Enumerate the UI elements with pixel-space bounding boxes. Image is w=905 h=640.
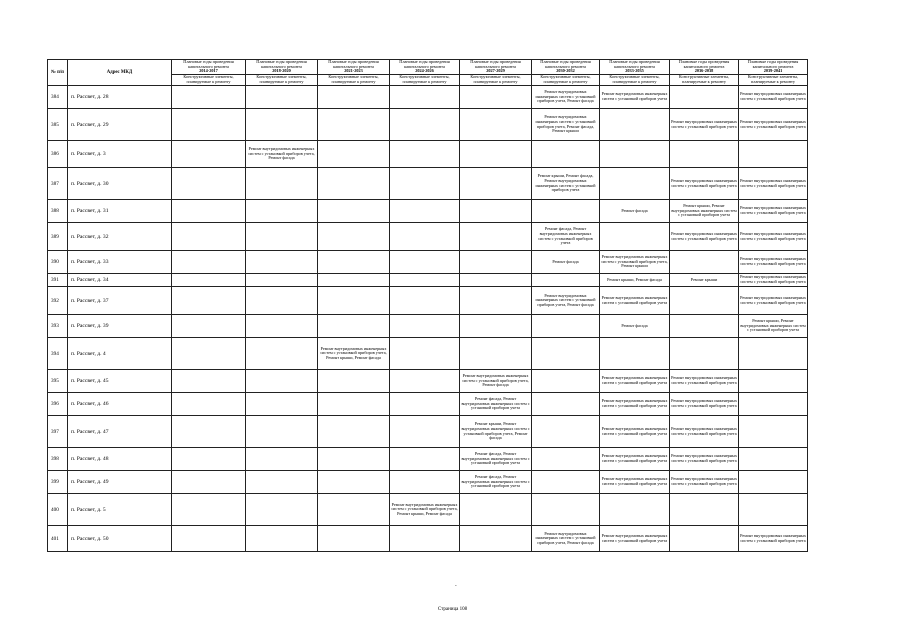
repair-cell-2036-2038: Ремонт внутридомовых инженерных систем с установкой приборов учета [670, 448, 739, 471]
repair-cell-2036-2038: Ремонт крыши [670, 274, 739, 287]
header-period-title: Плановые годы проведения капитального ремонта [470, 59, 521, 69]
repair-cell-2030-2032 [532, 141, 600, 168]
repair-cell-2039-2041: Ремонт внутридомовых инженерных систем с установкой приборов учета [739, 168, 808, 200]
repair-cell-2018-2020 [246, 274, 318, 287]
repair-cell-2021-2023 [318, 448, 390, 471]
repair-cell-2014-2017 [172, 168, 246, 200]
repair-cell-2039-2041 [739, 141, 808, 168]
table-row [48, 223, 808, 251]
row-number: 399 [48, 471, 68, 494]
repair-cell-2014-2017 [172, 448, 246, 471]
table-row [48, 416, 808, 448]
table-row [48, 86, 808, 109]
row-address: п. Рассвет, д. 28 [68, 86, 172, 109]
repair-cell-2036-2038: Ремонт внутридомовых инженерных систем с установкой приборов учета [670, 109, 739, 141]
repair-cell-2027-2029 [460, 526, 532, 552]
table-row [48, 338, 808, 370]
repair-cell-2039-2041 [739, 448, 808, 471]
repair-cell-2033-2035 [600, 168, 670, 200]
repair-cell-2018-2020 [246, 494, 318, 526]
repair-cell-2036-2038: Ремонт внутридомовых инженерных систем с установкой приборов учета [670, 223, 739, 251]
repair-cell-2027-2029 [460, 86, 532, 109]
repair-cell-2021-2023 [318, 370, 390, 393]
repair-cell-2018-2020 [246, 287, 318, 315]
repair-cell-2036-2038 [670, 526, 739, 552]
row-number: 397 [48, 416, 68, 448]
repair-cell-2024-2026 [390, 86, 460, 109]
repair-cell-2030-2032: Ремонт внутридомовых инженерных систем с установкой приборов учета, Ремонт фасада [532, 86, 600, 109]
repair-cell-2014-2017 [172, 200, 246, 223]
repair-cell-2036-2038 [670, 141, 739, 168]
header-period-years: 2014-2017 [199, 68, 218, 74]
repair-cell-2039-2041: Ремонт внутридомовых инженерных систем с установкой приборов учета [739, 86, 808, 109]
header-period-years: 2030-2032 [556, 68, 575, 74]
repair-cell-2030-2032 [532, 393, 600, 416]
repair-cell-2024-2026 [390, 315, 460, 338]
row-number: 388 [48, 200, 68, 223]
table-row [48, 274, 808, 287]
repair-cell-2018-2020 [246, 338, 318, 370]
repair-cell-2021-2023 [318, 223, 390, 251]
table-row [48, 471, 808, 494]
repair-cell-2021-2023 [318, 494, 390, 526]
capital-repair-schedule-table [47, 59, 808, 552]
row-address: п. Рассвет, д. 3 [68, 141, 172, 168]
header-address: Адрес МКД [68, 60, 172, 86]
header-subheader-5: Конструктивные элементы, планируемые к ремонту [532, 75, 600, 86]
repair-cell-2027-2029 [460, 315, 532, 338]
table-body [48, 86, 808, 552]
table-row [48, 287, 808, 315]
repair-cell-2033-2035 [600, 141, 670, 168]
row-number: 387 [48, 168, 68, 200]
table-row [48, 315, 808, 338]
repair-cell-2024-2026 [390, 109, 460, 141]
repair-cell-2021-2023 [318, 200, 390, 223]
repair-cell-2018-2020 [246, 251, 318, 274]
header-period-title: Плановые годы проведения капитального ремонта [678, 59, 730, 69]
repair-cell-2030-2032 [532, 370, 600, 393]
row-address: п. Рассвет, д. 4 [68, 338, 172, 370]
repair-cell-2027-2029: Ремонт фасада, Ремонт внутридомовых инженерных систем с установкой приборов учета [460, 448, 532, 471]
row-address: п. Рассвет, д. 30 [68, 168, 172, 200]
row-number: 390 [48, 251, 68, 274]
repair-cell-2030-2032: Ремонт внутридомовых инженерных систем с установкой приборов учета, Ремонт фасада [532, 287, 600, 315]
repair-cell-2024-2026 [390, 393, 460, 416]
repair-cell-2030-2032: Ремонт крыши, Ремонт фасада, Ремонт внутридомовых инженерных систем с установкой приборов учета [532, 168, 600, 200]
repair-cell-2021-2023 [318, 471, 390, 494]
repair-cell-2030-2032: Ремонт внутридомовых инженерных систем с установкой приборов учета, Ремонт фасада, Ремонт крыши [532, 109, 600, 141]
repair-cell-2018-2020 [246, 223, 318, 251]
row-address: п. Рассвет, д. 45 [68, 370, 172, 393]
row-number: 389 [48, 223, 68, 251]
repair-cell-2021-2023 [318, 393, 390, 416]
repair-cell-2027-2029 [460, 109, 532, 141]
repair-cell-2021-2023 [318, 526, 390, 552]
repair-cell-2027-2029 [460, 287, 532, 315]
repair-cell-2030-2032 [532, 200, 600, 223]
repair-cell-2039-2041 [739, 494, 808, 526]
repair-cell-2039-2041: Ремонт внутридомовых инженерных систем с установкой приборов учета [739, 274, 808, 287]
repair-cell-2014-2017 [172, 416, 246, 448]
repair-cell-2033-2035 [600, 223, 670, 251]
row-number: 384 [48, 86, 68, 109]
repair-cell-2024-2026 [390, 168, 460, 200]
header-period-years: 2024-2026 [415, 68, 434, 74]
row-address: п. Рассвет, д. 34 [68, 274, 172, 287]
repair-cell-2036-2038 [670, 287, 739, 315]
repair-cell-2024-2026 [390, 338, 460, 370]
table-row [48, 526, 808, 552]
repair-cell-2027-2029 [460, 223, 532, 251]
repair-cell-2036-2038 [670, 251, 739, 274]
header-period-title: Плановые годы проведения капитального ремонта [399, 59, 450, 69]
repair-cell-2027-2029: Ремонт фасада, Ремонт внутридомовых инженерных систем с установкой приборов учета [460, 471, 532, 494]
row-address: п. Рассвет, д. 39 [68, 315, 172, 338]
row-address: п. Рассвет, д. 49 [68, 471, 172, 494]
header-num: № п/п [48, 60, 68, 86]
header-period-years: 2021-2023 [344, 68, 363, 74]
table-row [48, 251, 808, 274]
repair-cell-2014-2017 [172, 109, 246, 141]
repair-cell-2021-2023: Ремонт внутридомовых инженерных систем с установкой приборов учета, Ремонт крыши, Ремонт фасада [318, 338, 390, 370]
repair-cell-2021-2023 [318, 251, 390, 274]
repair-cell-2027-2029: Ремонт крыши, Ремонт внутридомовых инженерных систем с установкой приборов учета, Ремонт фасада [460, 416, 532, 448]
header-subheader-2: Конструктивные элементы, планируемые к ремонту [318, 75, 390, 86]
repair-cell-2033-2035: Ремонт фасада [600, 200, 670, 223]
repair-cell-2018-2020 [246, 109, 318, 141]
repair-cell-2039-2041: Ремонт внутридомовых инженерных систем с установкой приборов учета [739, 526, 808, 552]
repair-cell-2014-2017 [172, 393, 246, 416]
repair-cell-2033-2035: Ремонт внутридомовых инженерных систем с установкой приборов учета, Ремонт крыши [600, 251, 670, 274]
repair-cell-2033-2035: Ремонт внутридомовых инженерных систем с установкой приборов учета [600, 287, 670, 315]
repair-cell-2030-2032 [532, 338, 600, 370]
repair-cell-2039-2041 [739, 471, 808, 494]
row-number: 396 [48, 393, 68, 416]
header-subheader-3: Конструктивные элементы, планируемые к ремонту [390, 75, 460, 86]
repair-cell-2033-2035: Ремонт внутридомовых инженерных систем с установкой приборов учета [600, 370, 670, 393]
repair-cell-2033-2035: Ремонт фасада [600, 315, 670, 338]
repair-cell-2024-2026 [390, 471, 460, 494]
repair-cell-2018-2020 [246, 86, 318, 109]
header-period-8 [739, 60, 808, 75]
repair-cell-2027-2029: Ремонт фасада, Ремонт внутридомовых инженерных систем с установкой приборов учета [460, 393, 532, 416]
repair-cell-2018-2020 [246, 448, 318, 471]
row-number: 385 [48, 109, 68, 141]
row-address: п. Рассвет, д. 29 [68, 109, 172, 141]
repair-cell-2018-2020 [246, 370, 318, 393]
header-row-periods [48, 60, 808, 75]
repair-cell-2030-2032 [532, 471, 600, 494]
repair-cell-2039-2041: Ремонт внутридомовых инженерных систем с установкой приборов учета [739, 287, 808, 315]
row-number: 392 [48, 287, 68, 315]
header-period-title: Плановые годы проведения капитального ремонта [540, 59, 591, 69]
header-period-years: 2033-2035 [625, 68, 644, 74]
table-row [48, 109, 808, 141]
header-period-title: Плановые годы проведения капитального ремонта [747, 59, 799, 69]
row-address: п. Рассвет, д. 48 [68, 448, 172, 471]
page-number: Страница 108 [437, 607, 468, 612]
repair-cell-2036-2038: Ремонт крыши, Ремонт внутридомовых инженерных систем с установкой приборов учета [670, 200, 739, 223]
repair-cell-2021-2023 [318, 416, 390, 448]
table-row [48, 141, 808, 168]
repair-cell-2036-2038 [670, 86, 739, 109]
row-number: 401 [48, 526, 68, 552]
repair-cell-2014-2017 [172, 338, 246, 370]
repair-cell-2039-2041 [739, 393, 808, 416]
repair-cell-2018-2020: Ремонт внутридомовых инженерных систем с установкой приборов учета, Ремонт фасада [246, 141, 318, 168]
repair-cell-2033-2035: Ремонт внутридомовых инженерных систем с установкой приборов учета [600, 471, 670, 494]
row-number: 395 [48, 370, 68, 393]
repair-cell-2039-2041: Ремонт внутридомовых инженерных систем с установкой приборов учета [739, 251, 808, 274]
repair-cell-2018-2020 [246, 315, 318, 338]
repair-cell-2024-2026 [390, 416, 460, 448]
repair-cell-2014-2017 [172, 494, 246, 526]
header-period-1 [246, 60, 318, 75]
repair-cell-2024-2026 [390, 274, 460, 287]
row-number: 386 [48, 141, 68, 168]
table-header [48, 60, 808, 86]
repair-cell-2027-2029 [460, 168, 532, 200]
repair-cell-2021-2023 [318, 287, 390, 315]
repair-cell-2021-2023 [318, 86, 390, 109]
repair-cell-2036-2038 [670, 315, 739, 338]
repair-cell-2033-2035: Ремонт внутридомовых инженерных систем с установкой приборов учета [600, 86, 670, 109]
repair-cell-2033-2035 [600, 338, 670, 370]
row-number: 394 [48, 338, 68, 370]
repair-cell-2033-2035: Ремонт внутридомовых инженерных систем с установкой приборов учета [600, 448, 670, 471]
header-period-title: Плановые годы проведения капитального ремонта [256, 59, 307, 69]
repair-cell-2021-2023 [318, 168, 390, 200]
row-address: п. Рассвет, д. 33 [68, 251, 172, 274]
repair-cell-2024-2026 [390, 200, 460, 223]
repair-cell-2014-2017 [172, 471, 246, 494]
repair-cell-2018-2020 [246, 200, 318, 223]
header-period-7 [670, 60, 739, 75]
repair-cell-2036-2038: Ремонт внутридомовых инженерных систем с установкой приборов учета [670, 168, 739, 200]
repair-cell-2030-2032 [532, 448, 600, 471]
row-address: п. Рассвет, д. 47 [68, 416, 172, 448]
header-subheader-1: Конструктивные элементы, планируемые к ремонту [246, 75, 318, 86]
header-period-title: Плановые годы проведения капитального ремонта [609, 59, 660, 69]
repair-cell-2033-2035 [600, 109, 670, 141]
table-row [48, 448, 808, 471]
repair-cell-2018-2020 [246, 526, 318, 552]
header-period-6 [600, 60, 670, 75]
row-address: п. Рассвет, д. 37 [68, 287, 172, 315]
repair-cell-2014-2017 [172, 223, 246, 251]
repair-cell-2033-2035: Ремонт крыши, Ремонт фасада [600, 274, 670, 287]
repair-cell-2024-2026 [390, 287, 460, 315]
header-period-2 [318, 60, 390, 75]
repair-cell-2018-2020 [246, 471, 318, 494]
repair-cell-2036-2038 [670, 494, 739, 526]
repair-cell-2033-2035: Ремонт внутридомовых инженерных систем с установкой приборов учета [600, 526, 670, 552]
repair-cell-2039-2041: Ремонт внутридомовых инженерных систем с установкой приборов учета [739, 223, 808, 251]
table-row [48, 393, 808, 416]
repair-cell-2039-2041 [739, 416, 808, 448]
repair-cell-2027-2029 [460, 200, 532, 223]
header-period-years: 2039-2041 [763, 68, 783, 74]
repair-cell-2033-2035: Ремонт внутридомовых инженерных систем с установкой приборов учета [600, 393, 670, 416]
repair-cell-2024-2026 [390, 251, 460, 274]
repair-cell-2021-2023 [318, 274, 390, 287]
row-address: п. Рассвет, д. 46 [68, 393, 172, 416]
header-period-4 [460, 60, 532, 75]
header-period-years: 2036-2038 [694, 68, 714, 74]
repair-cell-2021-2023 [318, 141, 390, 168]
repair-cell-2030-2032 [532, 274, 600, 287]
repair-cell-2036-2038: Ремонт внутридомовых инженерных систем с установкой приборов учета [670, 416, 739, 448]
repair-cell-2014-2017 [172, 315, 246, 338]
table-row [48, 494, 808, 526]
repair-cell-2030-2032: Ремонт фасада [532, 251, 600, 274]
repair-cell-2021-2023 [318, 109, 390, 141]
header-subheader-8: Конструктивные элементы, планируемые к ремонту [739, 75, 808, 86]
header-period-0 [172, 60, 246, 75]
repair-cell-2014-2017 [172, 370, 246, 393]
header-period-years: 2027-2029 [486, 68, 505, 74]
repair-cell-2039-2041: Ремонт внутридомовых инженерных систем с установкой приборов учета [739, 109, 808, 141]
header-subheader-0: Конструктивные элементы, планируемые к ремонту [172, 75, 246, 86]
repair-cell-2039-2041 [739, 338, 808, 370]
repair-cell-2014-2017 [172, 141, 246, 168]
repair-cell-2027-2029: Ремонт внутридомовых инженерных систем с установкой приборов учета, Ремонт фасада [460, 370, 532, 393]
repair-cell-2039-2041: Ремонт крыши, Ремонт внутридомовых инженерных систем с установкой приборов учета [739, 315, 808, 338]
row-address: п. Рассвет, д. 5 [68, 494, 172, 526]
header-subheader-4: Конструктивные элементы, планируемые к ремонту [460, 75, 532, 86]
repair-cell-2027-2029 [460, 494, 532, 526]
row-number: 400 [48, 494, 68, 526]
repair-cell-2024-2026 [390, 526, 460, 552]
repair-cell-2018-2020 [246, 393, 318, 416]
repair-cell-2024-2026: Ремонт внутридомовых инженерных систем с установкой приборов учета, Ремонт крыши, Ремонт фасада [390, 494, 460, 526]
repair-cell-2039-2041: Ремонт внутридомовых инженерных систем с установкой приборов учета [739, 200, 808, 223]
repair-cell-2027-2029 [460, 251, 532, 274]
row-address: п. Рассвет, д. 32 [68, 223, 172, 251]
repair-cell-2036-2038: Ремонт внутридомовых инженерных систем с установкой приборов учета [670, 393, 739, 416]
repair-cell-2014-2017 [172, 86, 246, 109]
repair-cell-2027-2029 [460, 141, 532, 168]
repair-cell-2014-2017 [172, 287, 246, 315]
row-address: п. Рассвет, д. 31 [68, 200, 172, 223]
table-row [48, 370, 808, 393]
row-number: 393 [48, 315, 68, 338]
repair-cell-2033-2035 [600, 494, 670, 526]
header-period-years: 2018-2020 [272, 68, 291, 74]
repair-cell-2030-2032 [532, 494, 600, 526]
repair-cell-2036-2038: Ремонт внутридомовых инженерных систем с установкой приборов учета [670, 370, 739, 393]
repair-cell-2024-2026 [390, 448, 460, 471]
page-dot: - [455, 584, 457, 589]
table-row [48, 200, 808, 223]
repair-cell-2027-2029 [460, 338, 532, 370]
header-subheader-7: Конструктивные элементы, планируемые к ремонту [670, 75, 739, 86]
header-subheader-6: Конструктивные элементы, планируемые к ремонту [600, 75, 670, 86]
header-period-3 [390, 60, 460, 75]
repair-cell-2030-2032 [532, 416, 600, 448]
repair-cell-2018-2020 [246, 416, 318, 448]
repair-cell-2036-2038: Ремонт внутридомовых инженерных систем с установкой приборов учета [670, 471, 739, 494]
header-period-5 [532, 60, 600, 75]
repair-cell-2030-2032: Ремонт внутридомовых инженерных систем с установкой приборов учета, Ремонт фасада [532, 526, 600, 552]
repair-cell-2014-2017 [172, 526, 246, 552]
row-number: 398 [48, 448, 68, 471]
repair-cell-2039-2041 [739, 370, 808, 393]
repair-cell-2030-2032: Ремонт фасада, Ремонт внутридомовых инженерных систем с установкой приборов учета [532, 223, 600, 251]
repair-cell-2024-2026 [390, 223, 460, 251]
repair-cell-2024-2026 [390, 141, 460, 168]
table-row [48, 168, 808, 200]
repair-cell-2024-2026 [390, 370, 460, 393]
repair-cell-2021-2023 [318, 315, 390, 338]
repair-cell-2018-2020 [246, 168, 318, 200]
row-number: 391 [48, 274, 68, 287]
repair-cell-2014-2017 [172, 251, 246, 274]
repair-cell-2027-2029 [460, 274, 532, 287]
header-period-title: Плановые годы проведения капитального ремонта [328, 59, 379, 69]
header-period-title: Плановые годы проведения капитального ремонта [183, 59, 234, 69]
repair-cell-2033-2035: Ремонт внутридомовых инженерных систем с установкой приборов учета [600, 416, 670, 448]
repair-cell-2030-2032 [532, 315, 600, 338]
repair-cell-2014-2017 [172, 274, 246, 287]
row-address: п. Рассвет, д. 50 [68, 526, 172, 552]
repair-cell-2036-2038 [670, 338, 739, 370]
